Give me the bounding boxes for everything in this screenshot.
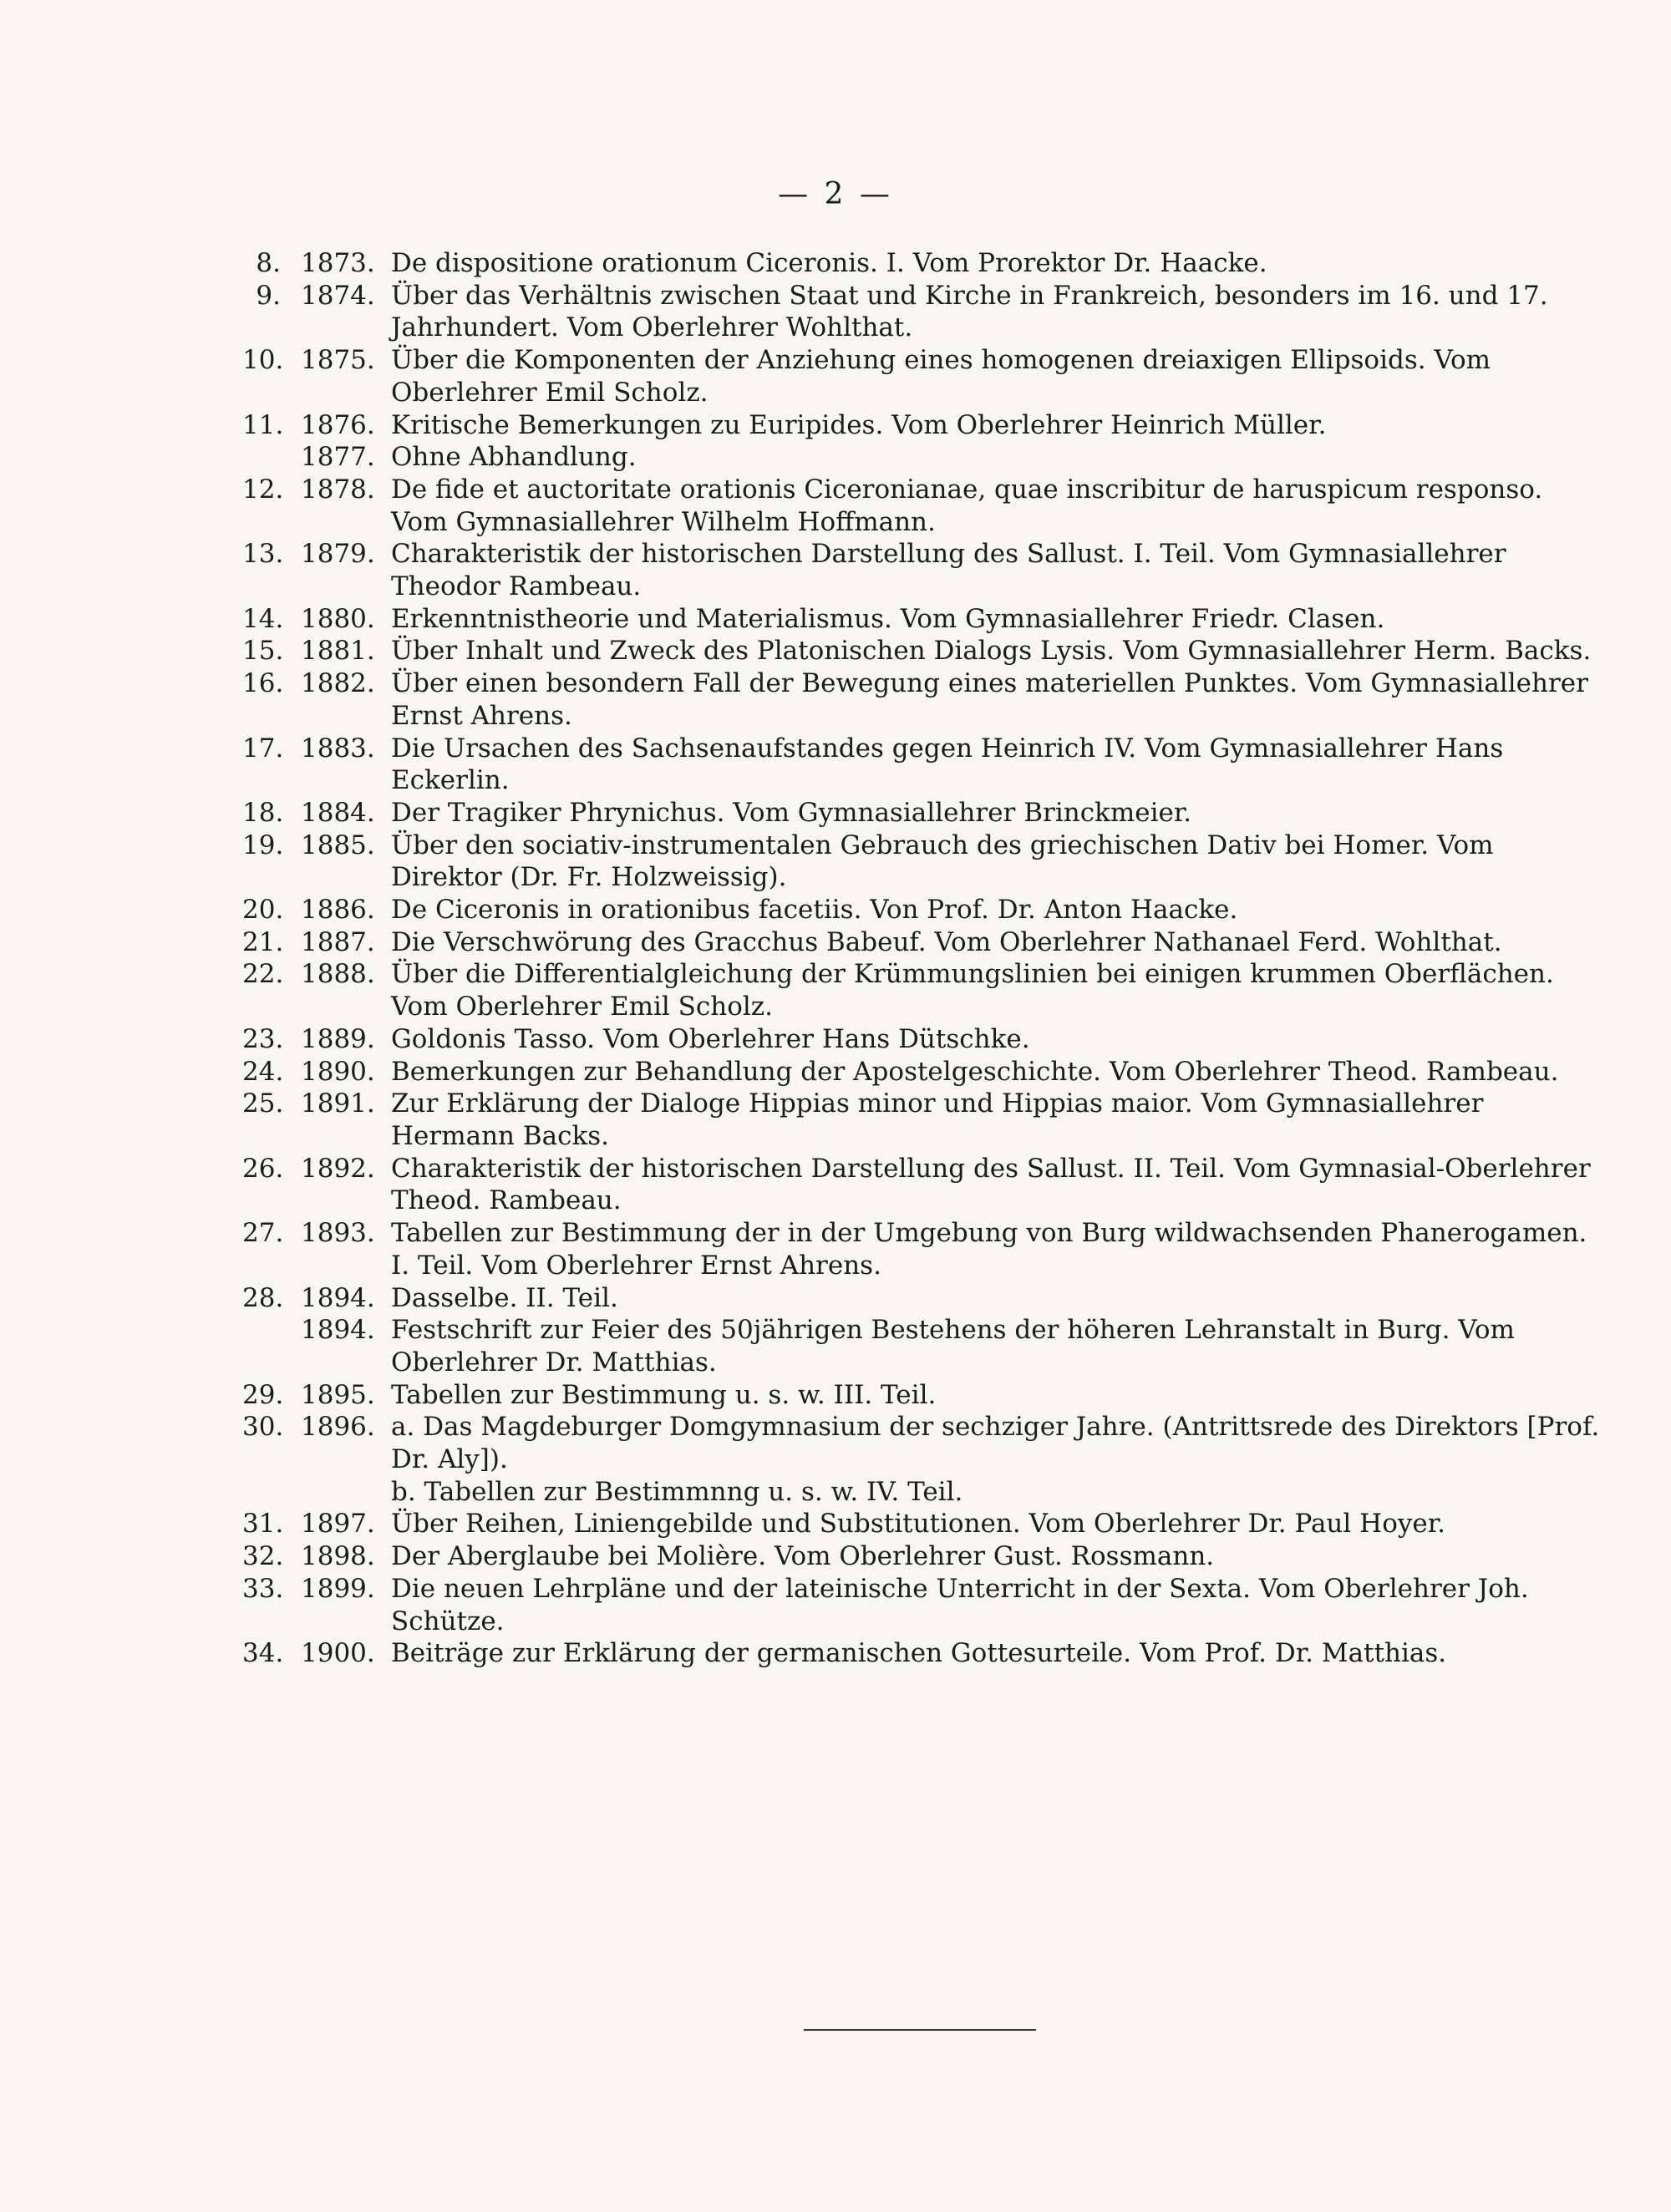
entry-number: 32. [242,1541,284,1572]
entry-title: De dispositione orationum Ciceronis. I. Vom Prorektor Dr. Haacke. [391,248,1267,278]
entry-year: 1874. [301,280,375,311]
entry-number: 13. [242,539,284,570]
entry-title: Über die Differentialgleichung der Krümmungslinien bei einigen krummen Oberflächen. Vom Oberlehrer Emil Scholz. [391,959,1554,1022]
list-item [242,409,1604,442]
list-item [242,247,1604,280]
list-item [242,733,1604,797]
entry-year: 1873. [301,248,375,278]
program-list [242,247,1604,1670]
list-item [242,667,1604,732]
entry-year: 1881. [301,636,375,667]
list-item [242,1540,1604,1573]
list-item [242,926,1604,959]
entry-year: 1891. [301,1088,375,1119]
entry-year: 1900. [301,1638,375,1669]
entry-year: 1877. [301,442,375,473]
entry-number: 26. [242,1153,284,1184]
entry-year: 1876. [301,409,375,440]
list-item [242,1411,1604,1508]
entry-number: 27. [242,1218,284,1249]
list-item [242,1379,1604,1412]
entry-title: Die Verschwörung des Gracchus Babeuf. Vom Oberlehrer Nathanael Ferd. Wohlthat. [391,926,1502,957]
entry-title: Charakteristik der historischen Darstellung des Sallust. II. Teil. Vom Gymnasial-Oberlehrer Theod. Rambeau. [391,1153,1591,1216]
entry-title: Über Inhalt und Zweck des Platonischen Dialogs Lysis. Vom Gymnasiallehrer Herm. Backs. [391,636,1592,667]
entry-year: 1896. [301,1412,375,1443]
entry-number: 11. [242,409,284,440]
entry-title: Bemerkungen zur Behandlung der Apostelgeschichte. Vom Oberlehrer Theod. Rambeau. [391,1056,1559,1087]
entry-year: 1893. [301,1218,375,1249]
entry-title: Tabellen zur Bestimmung u. s. w. III. Teil. [391,1379,937,1410]
entry-title: Kritische Bemerkungen zu Euripides. Vom Oberlehrer Heinrich Müller. [391,409,1327,440]
entry-subtitle: b. Tabellen zur Bestimmnng u. s. w. IV. Teil. [391,1476,963,1507]
entry-number: 20. [242,895,284,926]
entry-title: Der Tragiker Phrynichus. Vom Gymnasiallehrer Brinckmeier. [391,797,1192,828]
entry-title: Über Reihen, Liniengebilde und Substitutionen. Vom Oberlehrer Dr. Paul Hoyer. [391,1509,1445,1540]
entry-number: 30. [242,1412,284,1443]
entry-year: 1894. [301,1282,375,1313]
entry-year: 1885. [301,830,375,860]
entry-title: Zur Erklärung der Dialoge Hippias minor und Hippias maior. Vom Gymnasiallehrer Hermann Backs. [391,1088,1484,1151]
entry-number: 23. [242,1023,284,1054]
entry-title: Die Ursachen des Sachsenaufstandes gegen Heinrich IV. Vom Gymnasiallehrer Hans Eckerlin. [391,733,1504,796]
list-item [242,538,1604,602]
entry-number: 24. [242,1056,284,1087]
entry-title: Festschrift zur Feier des 50jährigen Bestehens der höheren Lehranstalt in Burg. Vom Oberlehrer Dr. Matthias. [391,1315,1515,1377]
entry-year: 1884. [301,797,375,828]
entry-year: 1883. [301,733,375,764]
list-item [242,1023,1604,1056]
entry-title: De Ciceronis in orationibus facetiis. Von Prof. Dr. Anton Haacke. [391,895,1238,926]
entry-title: Goldonis Tasso. Vom Oberlehrer Hans Dütschke. [391,1023,1030,1054]
entry-number: 15. [242,636,284,667]
entry-title: Der Aberglaube bei Molière. Vom Oberlehrer Gust. Rossmann. [391,1541,1215,1572]
entry-number: 22. [242,959,284,990]
entry-number: 34. [242,1638,284,1669]
entry-number: 29. [242,1379,284,1410]
list-item [242,1508,1604,1540]
entry-year: 1897. [301,1509,375,1540]
list-item [242,603,1604,636]
list-item [242,958,1604,1022]
entry-number: 19. [242,830,284,860]
list-item [242,830,1604,894]
entry-title: Charakteristik der historischen Darstellung des Sallust. I. Teil. Vom Gymnasiallehrer Theodor Rambeau. [391,539,1506,602]
entry-number: 14. [242,603,284,634]
list-item [242,1573,1604,1637]
entry-year: 1895. [301,1379,375,1410]
list-item [242,441,1604,474]
entry-number: 33. [242,1573,284,1604]
entry-title: Über den sociativ-instrumentalen Gebrauch des griechischen Dativ bei Homer. Vom Direktor (Dr. Fr. Holzweissig). [391,830,1494,893]
entry-title: Die neuen Lehrpläne und der lateinische Unterricht in der Sexta. Vom Oberlehrer Joh. Schütze. [391,1573,1529,1636]
entry-title: Tabellen zur Bestimmung der in der Umgebung von Burg wildwachsenden Phanerogamen. I. Teil. Vom Oberlehrer Ernst Ahrens. [391,1218,1587,1281]
entry-number: 25. [242,1088,284,1119]
entry-year: 1882. [301,668,375,699]
entry-year: 1894. [301,1315,375,1346]
entry-title: Beiträge zur Erklärung der germanischen Gottesurteile. Vom Prof. Dr. Matthias. [391,1638,1447,1669]
list-item [242,280,1604,344]
entry-year: 1886. [301,895,375,926]
entry-number: 10. [242,345,284,376]
list-item [242,797,1604,830]
entry-title: Dasselbe. II. Teil. [391,1282,618,1313]
list-item [242,1314,1604,1378]
entry-year: 1892. [301,1153,375,1184]
page-number: — 2 — [778,177,893,211]
list-item [242,1217,1604,1281]
entry-title: Über das Verhältnis zwischen Staat und Kirche in Frankreich, besonders im 16. und 17. Jahrhundert. Vom Oberlehrer Wohlthat. [391,280,1548,343]
list-item [242,474,1604,538]
entry-year: 1898. [301,1541,375,1572]
entry-title: Ohne Abhandlung. [391,442,637,473]
closing-rule [804,2029,1036,2031]
entry-number: 17. [242,733,284,764]
entry-year: 1899. [301,1573,375,1604]
list-item [242,1153,1604,1217]
entry-title: Erkenntnistheorie und Materialismus. Vom Gymnasiallehrer Friedr. Clasen. [391,603,1385,634]
list-item [242,635,1604,667]
entry-number: 9. [256,280,281,311]
entry-number: 21. [242,926,284,957]
list-item [242,1637,1604,1670]
entry-year: 1887. [301,926,375,957]
entry-year: 1879. [301,539,375,570]
entry-year: 1875. [301,345,375,376]
list-item [242,1282,1604,1315]
entry-title: a. Das Magdeburger Domgymnasium der sechziger Jahre. (Antrittsrede des Direktors [Prof. Dr. Aly]). [391,1412,1600,1475]
entry-number: 8. [256,248,281,278]
entry-number: 12. [242,474,284,505]
entry-title: De fide et auctoritate orationis Ciceronianae, quae inscribitur de haruspicum responso. Vom Gymnasiallehrer Wilhelm Hoffmann. [391,474,1543,537]
list-item [242,894,1604,926]
entry-number: 28. [242,1282,284,1313]
list-item [242,1056,1604,1088]
entry-year: 1890. [301,1056,375,1087]
entry-number: 16. [242,668,284,699]
entry-year: 1878. [301,474,375,505]
entry-year: 1888. [301,959,375,990]
entry-year: 1889. [301,1023,375,1054]
entry-number: 18. [242,797,284,828]
entry-number: 31. [242,1509,284,1540]
list-item [242,1088,1604,1152]
list-item [242,344,1604,408]
entry-title: Über die Komponenten der Anziehung eines homogenen dreiaxigen Ellipsoids. Vom Oberlehrer Emil Scholz. [391,345,1491,408]
entry-year: 1880. [301,603,375,634]
entry-title: Über einen besondern Fall der Bewegung eines materiellen Punktes. Vom Gymnasiallehrer Ernst Ahrens. [391,668,1588,731]
